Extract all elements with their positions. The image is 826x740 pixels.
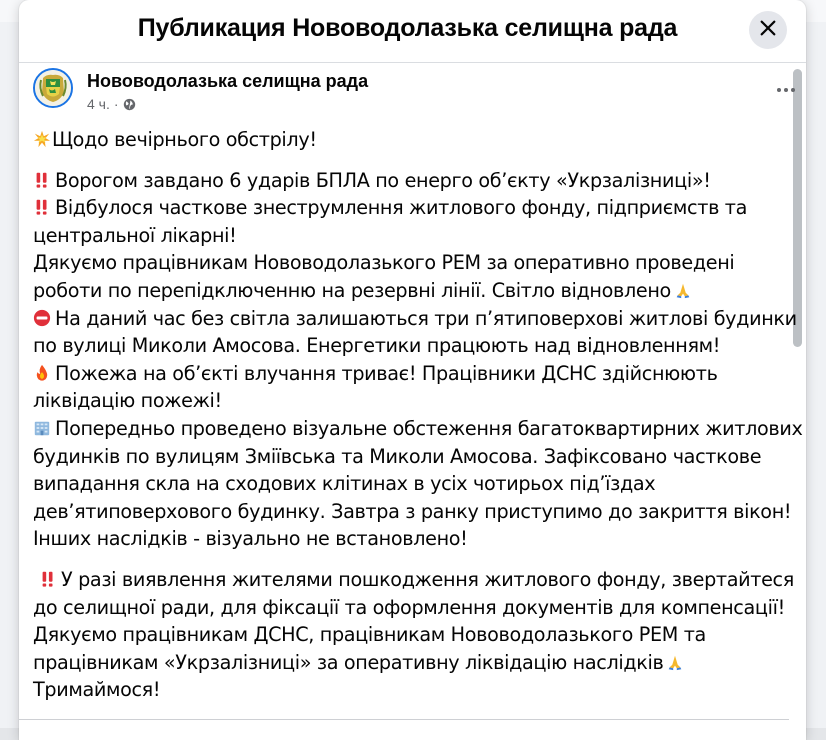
globe-icon — [123, 98, 136, 111]
post-header — [33, 68, 773, 118]
post-text: Ворогом завдано 6 ударів БПЛА по енерго об’єкту «Укрзалізниці»! — [55, 168, 711, 192]
fire-icon — [33, 364, 51, 382]
post-text: будинків по вулицям Зміївська та Миколи Амосова. Зафіксовано часткове — [33, 444, 762, 468]
post-line — [33, 498, 793, 526]
post-text: випадання скла на сходових клітинах в усіх чотирьох під’їздах — [33, 472, 656, 496]
post-line — [33, 194, 793, 222]
post-line — [33, 566, 793, 594]
double-exclamation-icon — [39, 570, 57, 588]
post-paragraph — [33, 566, 793, 704]
close-icon — [759, 19, 777, 42]
post-text: дев’ятиповерхового будинку. Завтра з ранку приступимо до закриття вікон! — [33, 499, 792, 523]
post-text: до селищної ради, для фіксації та оформлення документів для компенсації! — [33, 595, 785, 619]
no-entry-icon — [33, 309, 51, 327]
post-line — [33, 387, 793, 415]
modal-header — [19, 0, 806, 63]
post-line — [33, 167, 793, 195]
post-timestamp[interactable]: 4 ч. — [87, 96, 110, 112]
post-text: по вулиці Миколи Амосова. Енергетики працюють над відновленням! — [33, 334, 721, 358]
close-button[interactable] — [749, 11, 787, 49]
more-horizontal-icon — [777, 88, 781, 92]
post-line — [33, 249, 793, 277]
scrollbar-thumb[interactable] — [793, 69, 802, 347]
post-text: Тримаймося! — [33, 678, 161, 702]
more-dot — [791, 88, 795, 92]
post-scroll-area[interactable] — [19, 63, 806, 740]
post-paragraph — [33, 167, 803, 553]
post-text: Інших наслідків - візуально не встановлено! — [33, 527, 468, 551]
post-line — [33, 594, 793, 622]
post-text: Пожежа на об’єкті влучання триває! Працівники ДСНС здійснюють — [55, 361, 718, 385]
post-line — [33, 621, 793, 649]
post-text: центральної лікарні! — [33, 223, 237, 247]
post-line — [33, 470, 793, 498]
post-text: Відбулося часткове знеструмлення житлового фонду, підприємств та — [55, 196, 748, 220]
post-line — [33, 305, 797, 333]
post-text: Дякуємо працівникам Нововодолазького РЕМ за оперативно проведені — [33, 251, 735, 275]
page-name-link[interactable]: Нововодолазька селищна рада — [87, 71, 369, 91]
post-line — [33, 332, 793, 360]
post-text: Попередньо проведено візуальне обстеження багатоквартирних житлових — [55, 416, 803, 440]
post-line — [33, 222, 793, 250]
folded-hands-icon — [674, 281, 692, 299]
post-line — [33, 649, 793, 677]
post-line — [33, 676, 793, 704]
scrollbar[interactable] — [793, 69, 802, 729]
post-text: працівникам «Укрзалізниці» за оперативну ліквідацію наслідків — [33, 650, 664, 674]
post-line — [33, 443, 793, 471]
post-actions-divider — [19, 719, 789, 720]
post-line — [33, 360, 793, 388]
post-text: На даний час без світла залишаються три п’ятиповерхові житлові будинки — [55, 306, 797, 330]
office-building-icon — [33, 419, 51, 437]
double-exclamation-icon — [33, 171, 51, 189]
post-line — [33, 126, 793, 154]
folded-hands-icon — [666, 653, 684, 671]
post-line — [33, 277, 793, 305]
post-text: Щодо вечірнього обстрілу! — [52, 128, 317, 151]
post-line — [33, 415, 803, 443]
post-modal — [19, 0, 806, 740]
post-text: У разі виявлення жителями пошкодження житлового фонду, звертайтеся — [61, 567, 794, 591]
post-text: Дякуємо працівникам ДСНС, працівникам Нововодолазького РЕМ та — [33, 623, 706, 647]
collision-icon — [33, 130, 51, 148]
post-meta — [87, 96, 136, 112]
post-line — [33, 525, 793, 553]
post-text: ліквідацію пожежі! — [33, 389, 222, 413]
modal-title: Публикация Нововодолазька селищна рада — [137, 14, 678, 42]
meta-separator: · — [113, 96, 119, 112]
coat-of-arms-icon — [35, 70, 71, 106]
more-options-button[interactable] — [771, 80, 801, 100]
post-text: роботи по перепідключенню на резервні лінії. Світло відновлено — [33, 278, 671, 302]
more-dot — [784, 88, 788, 92]
double-exclamation-icon — [33, 198, 51, 216]
post-paragraph — [33, 126, 793, 154]
post-body — [33, 126, 803, 704]
avatar[interactable] — [33, 68, 73, 108]
